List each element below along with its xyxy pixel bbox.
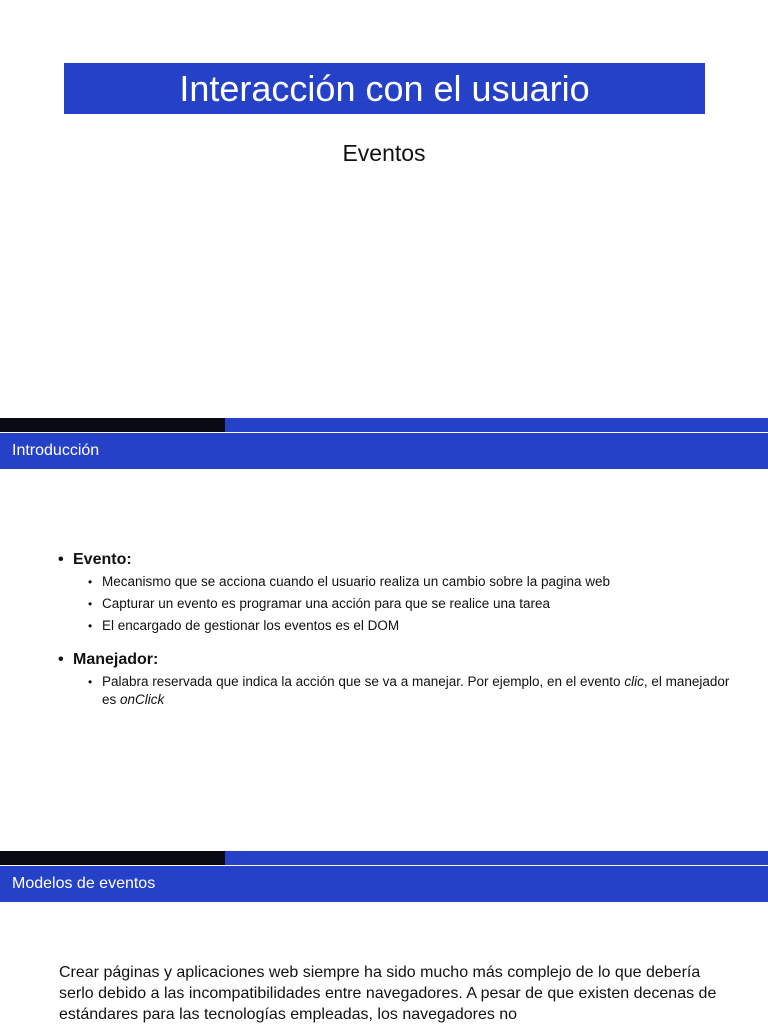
accent-top-bar	[0, 851, 768, 865]
section-header	[0, 866, 768, 902]
list-item: • Mecanismo que se acciona cuando el usuario realiza un cambio sobre la pagina web	[88, 574, 611, 589]
list-item: • Capturar un evento es programar una acción para que se realice una tarea	[88, 596, 551, 611]
bullet-icon: •	[88, 597, 93, 611]
body-paragraph: Crear páginas y aplicaciones web siempre ha sido mucho más complejo de lo que debería serlo debido a las incompatibilidades entre navegadores. A pesar de que existen decenas de estándares para las tecnologías empleadas, los navegadores no	[59, 964, 717, 1023]
bullet-icon: •	[58, 551, 64, 568]
sub-bullet-list	[88, 573, 738, 635]
list-item: • El encargado de gestionar los eventos es el DOM	[88, 618, 400, 633]
bullet-group-evento	[58, 551, 738, 635]
slide-title: Interacción con el usuario	[179, 67, 590, 109]
accent-dark-segment	[0, 851, 225, 865]
bullet-group-label: Evento:	[73, 551, 132, 568]
slide-subtitle: Eventos	[342, 140, 426, 166]
event-models-slide	[0, 851, 768, 1024]
section-header-label: Modelos de eventos	[12, 875, 156, 892]
bullet-icon: •	[88, 675, 93, 689]
inline-code-term: onClick	[120, 692, 165, 707]
sub-bullet-list	[88, 673, 738, 709]
bullet-icon: •	[58, 651, 64, 668]
section-header	[0, 433, 768, 469]
inline-code-term: clic	[624, 674, 644, 689]
slide-title-banner	[64, 63, 705, 114]
introduction-slide	[0, 418, 768, 851]
accent-top-bar	[0, 418, 768, 432]
list-item: • Palabra reservada que indica la acción que se va a manejar. Por ejemplo, en el evento clic, el manejador es onClick	[88, 674, 730, 707]
title-slide	[0, 0, 768, 418]
section-header-label: Introducción	[12, 442, 100, 459]
bullet-icon: •	[88, 619, 93, 633]
accent-dark-segment	[0, 418, 225, 432]
bullet-icon: •	[88, 575, 93, 589]
bullet-group-label: Manejador:	[73, 651, 159, 668]
bullet-list	[58, 551, 738, 713]
bullet-group-manejador	[58, 651, 738, 709]
